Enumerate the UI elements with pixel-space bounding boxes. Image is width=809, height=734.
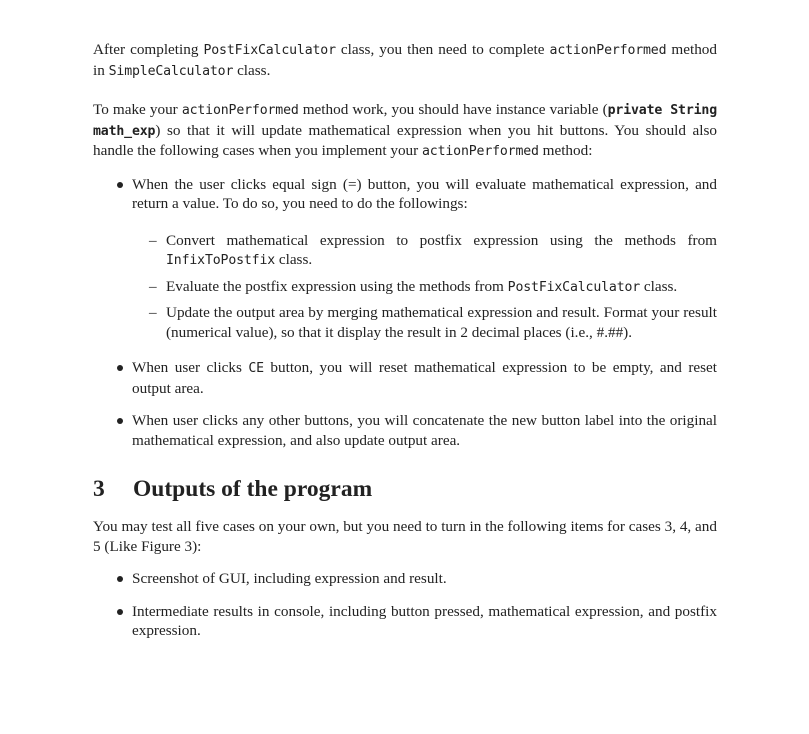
list-item: When user clicks any other buttons, you will concatenate the new button label into the original mathematical expression, and also update output area. [93,411,717,450]
dash-icon: – [149,304,157,321]
bullet-icon [117,182,123,188]
document-page [93,40,717,641]
bullet-icon [117,576,123,582]
bullet-icon [117,418,123,424]
list-item: Intermediate results in console, including button pressed, mathematical expression, and postfix expression. [93,602,717,641]
section-heading [93,475,717,503]
code-actionperformed: actionPerformed [181,103,299,118]
code-infixtopostfix: InfixToPostfix [166,253,276,268]
dash-icon: – [149,231,157,249]
section-number: 3 [93,476,105,502]
intro-paragraph: After completing PostFixCalculator class, you then need to complete actionPerformed method in SimpleCalculator class. [93,41,717,79]
list-item: When the user clicks equal sign (=) button, you will evaluate mathematical expression, and return a value. To do so, you need to do the followings: – Convert mathematical expression to postfix expression using the methods from InfixToPostfix class. – Evaluate the postfix expression using the methods from PostFixCalculator class. – Update the output area by merging mathematical expression and result. Format your result (numerical value), so that it display the result in 2 decimal places (i.e., #.##). [93,175,717,343]
code-actionperformed: actionPerformed [422,144,539,159]
list-item: Screenshot of GUI, including expression and result. [93,569,717,589]
code-simplecalculator: SimpleCalculator [108,63,234,79]
code-postfixcalculator: PostFixCalculator [507,279,641,295]
cases-list [93,175,717,451]
code-ce: CE [248,361,264,376]
code-actionperformed: actionPerformed [549,43,667,58]
list-item: When user clicks CE button, you will reset mathematical expression to be empty, and reset output area. [93,358,717,398]
list-item: – Update the output area by merging mathematical expression and result. Format your result (numerical value), so that it display the result in 2 decimal places (i.e., #.##). [149,304,717,341]
section-title: Outputs of the program [133,476,373,502]
list-item: – Convert mathematical expression to postfix expression using the methods from InfixToPostfix class. [149,231,717,268]
equal-sign-steps-list [132,231,717,343]
bullet-icon [117,609,123,615]
list-item: – Evaluate the postfix expression using the methods from PostFixCalculator class. [149,277,678,295]
dash-icon: – [149,277,157,295]
bullet-icon [117,365,123,371]
code-instance-variable: private String math_exp [93,103,717,139]
deliverables-list [93,569,717,641]
section-intro: You may test all five cases on your own, but you need to turn in the following items for cases 3, 4, and 5 (Like Figure 3): [93,518,717,555]
code-postfixcalculator: PostFixCalculator [203,43,336,58]
instructions-paragraph: To make your actionPerformed method work, you should have instance variable (private String math_exp) so that it will update mathematical expression when you hit buttons. You should also handle the following cases when you implement your actionPerformed method: [93,101,717,159]
